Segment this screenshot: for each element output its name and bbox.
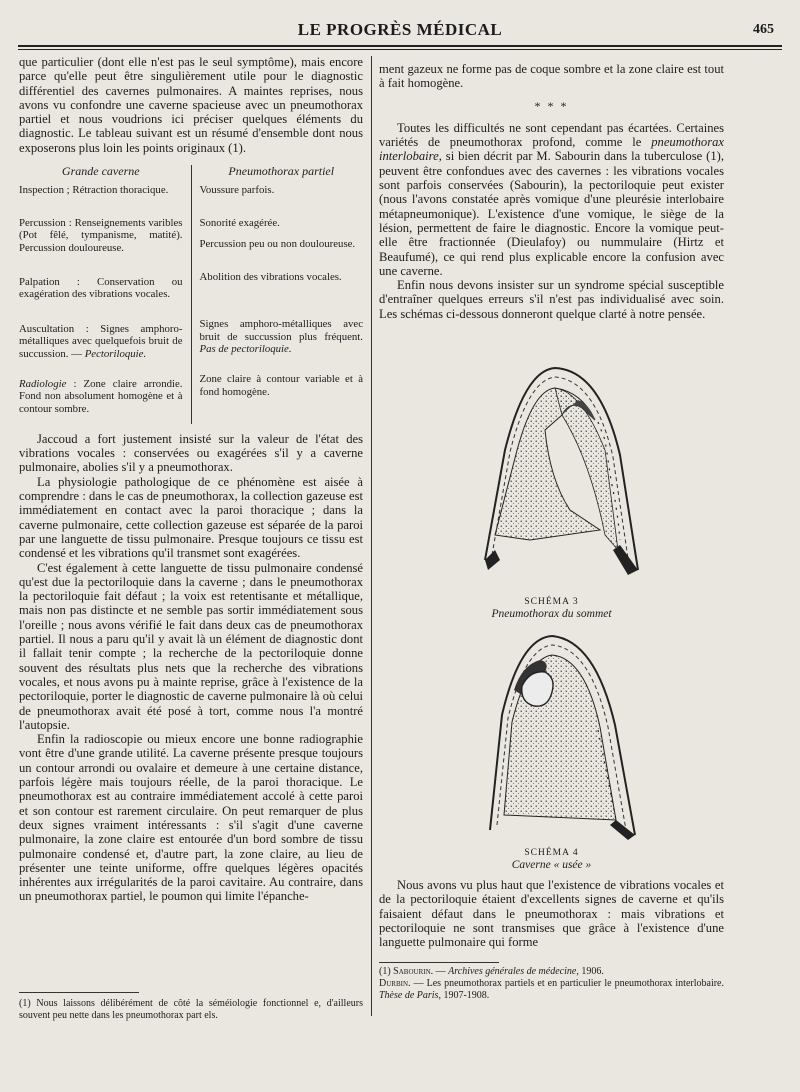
table-cell-italic: Pectoriloquie. [84, 347, 147, 360]
table-cell: Voussure parfois. [199, 184, 275, 197]
table-header-caverne: Grande caverne [61, 164, 140, 179]
table-cell [19, 378, 183, 415]
figure-caption: Pneumothorax du sommet [491, 608, 612, 620]
table-cell-text: : Zone claire arrondie. Fond non absolument homogène et à contour sombre. [19, 378, 183, 415]
footnote-right-1: (1) Sabourin. — Archives générales de médecine, 1906. [379, 966, 604, 977]
table-cell [19, 323, 183, 369]
table-cell-text: Auscultation : Signes amphoro-métalliques avec quelquefois bruit de succussion. — [19, 323, 183, 360]
table-cell-text: Signes amphoro-métalliques avec bruit de succussion plus fréquent. [199, 318, 363, 343]
table-cell: Percussion peu ou non douloureuse. [199, 238, 356, 251]
footnote-left: (1) Nous laissons délibérément de côté la séméiologie fonctionnel e, d'ailleurs souvent peu nette dans les pneumothorax part els. [19, 998, 363, 1021]
header-rule [18, 45, 782, 47]
page-number: 465 [753, 22, 774, 37]
footnote-text: , 1907-1908. [438, 989, 490, 1001]
comparison-table [19, 165, 363, 424]
table-cell: Zone claire à contour variable et à fond homogène. [199, 373, 363, 398]
intro-paragraph: que particulier (dont elle n'est pas le seul symptôme), mais encore parce qu'elle peut être singulièrement utile pour le diagnostic différentiel des cavernes pulmonaires. A maintes reprises, nous avons vu confondre une caverne spacieuse avec un pneumothorax partiel et nous voudrions ici préciser quelques éléments du diagnostic. Le tableau suivant est un résumé d'ensemble dont nous exposerons plus loin les points originaux (1). [19, 55, 363, 155]
schema-3-figure [470, 360, 660, 590]
right-column [379, 62, 724, 321]
diaphragm-edge [610, 820, 635, 840]
body-paragraph: Nous avons vu plus haut que l'existence de vibrations vocales et de la pectoriloquie étaient d'excellents signes de caverne et qu'ils faisaient défaut dans le pneumothorax : mais vibrations et pectoriloquie ne sont transmises que grâce à l'existence d'une languette pulmonaire qui forme [379, 878, 724, 950]
running-header-title: LE PROGRÈS MÉDICAL [297, 20, 503, 39]
footnote-text: , 1906. [576, 966, 604, 977]
footnote-text: . — Les pneumothorax partiels et en particulier le pneumothorax interlobaire. [408, 978, 724, 989]
table-cell: Sonorité exagérée. [199, 217, 280, 230]
table-cell-italic: Radiologie [19, 378, 67, 391]
table-header-pneumothorax: Pneumothorax partiel [228, 164, 335, 179]
table-cell: Percussion : Renseignements varibles (Pot fêlé, tympanisme, matité). Percussion douloureuse. [19, 217, 183, 254]
text-run-italic: pneumothorax interlobaire [379, 135, 724, 164]
footnote-text: . — [430, 966, 449, 977]
figure-caption: Caverne « usée » [511, 859, 592, 871]
left-column [19, 55, 363, 904]
table-cell: Abolition des vibrations vocales. [199, 271, 342, 284]
footnote-rule [19, 992, 139, 993]
right-bottom-text [379, 878, 724, 949]
table-column-caverne [19, 165, 192, 424]
figure-title: SCHÉMA 4 [524, 848, 579, 858]
body-paragraph: La physiologie pathologique de ce phénomène est aisée à comprendre : dans le cas de pneumothorax, la collection gazeuse est immédiatement en contact avec la paroi thoracique ; dans la caverne pulmonaire, cette collection gazeuse est séparée de la paroi par une languette de tissu pulmonaire. Presque toujours ce tissu est condensé et les vibrations qu'il transmet sont exagérées. [19, 474, 363, 561]
footnote-author: Durbin [379, 978, 409, 989]
footnote-rule [379, 962, 499, 963]
body-paragraph [379, 121, 724, 278]
table-cell [200, 318, 364, 364]
body-paragraph: Jaccoud a fort justement insisté sur la valeur de l'état des vibrations vocales : conservées ou exagérées s'il y a caverne pulmonaire, abolies s'il y a pneumothorax. [19, 431, 363, 475]
body-paragraph: ment gazeux ne forme pas de coque sombre et la zone claire est tout à fait homogène. [379, 62, 724, 91]
header-rule-thin [18, 49, 782, 50]
text-run: Toutes les difficultés ne sont cependant pas écartées. Certaines variétés de pneumothorax profond, comme le [379, 120, 724, 150]
footnote-right-2 [379, 978, 724, 1001]
schema-4-figure [470, 630, 660, 845]
text-run: , si bien décrit par M. Sabourin dans la tuberculose (1), peuvent être confondues avec des cavernes : les vibrations vocales sont parfois conservées (Sabourin), la pectoriloquie peut exister (nous l'avons constatée après vomique d'une pleurésie interlobaire métapneumonique). L'existence d'une vomique, le siège de la lésion, permettent de faire le diagnostic. Encore la vomique peut-elle être fractionnée (Dieulafoy) ou nummulaire (Hirtz et Beaufumé), ce qui rend plus explicable encore la confusion avec une caverne. [379, 149, 724, 278]
section-separator: * * * [534, 98, 569, 113]
column-divider [371, 56, 372, 1016]
table-column-pneumothorax [192, 165, 364, 424]
table-cell: Inspection ; Rétraction thoracique. [19, 184, 169, 197]
footnote-source: Thèse de Paris [379, 989, 439, 1001]
body-paragraph: Enfin nous devons insister sur un syndrome spécial susceptible d'entraîner quelques erreurs s'il n'est pas individualisé avec soin. Les schémas ci-dessous donneront quelque clarté à notre pensée. [379, 278, 724, 321]
figure-title: SCHÉMA 3 [524, 597, 579, 607]
footnote-author: Sabourin [393, 966, 431, 977]
body-paragraph: Enfin la radioscopie ou mieux encore une bonne radiographie vont être d'une grande utilité. La caverne présente presque toujours un contour arrondi ou ovalaire et demeure à une certaine distance, parfois légère mais toujours réelle, de la paroi thoracique. Le pneumothorax est au contraire immédiatement accolé à cette paroi et son contour est rarement circulaire. On peut remarquer de plus deux signes vraiment intéressants : s'il s'agit d'une caverne pulmonaire, la zone claire est entourée d'un bord sombre de tissu pulmonaire condensé et, d'autre part, la zone claire, au lieu de présenter une teinte uniforme, offre quelques légères opacités inhérentes aux irrégularités de la paroi cavitaire. Au contraire, dans un pneumothorax partiel, le poumon qui limite l'épanche- [19, 732, 363, 904]
body-paragraph: C'est également à cette languette de tissu pulmonaire condensé qu'est due la pectoriloquie dans la caverne ; dans le pneumothorax la pectoriloquie fait défaut ; la voix est retentisante et métallique, mais non pas distincte et ne semble pas sortir immédiatement sous l'oreille ; nous avons vérifié le fait dans deux cas de pneumothorax partiel. Il nous a paru qu'il y avait là un élément de diagnostic dont il fallait tenir compte ; la recherche de la pectoriloquie donne souvent des résultats plus nets que la recherche des vibrations vocales, et nous avons pu à mainte reprise, grâce à l'existence de la pectoriloquie, porter le diagnostic de caverne pulmonaire là où celui de pneumothorax avait été posé à tort, comme nous l'a montré l'autopsie. [19, 560, 363, 732]
table-cell: Palpation : Conservation ou exagération des vibrations vocales. [19, 276, 183, 301]
footnote-journal: Archives générales de médecine [448, 966, 577, 977]
table-cell-italic: Pas de pectoriloquie. [199, 342, 292, 355]
